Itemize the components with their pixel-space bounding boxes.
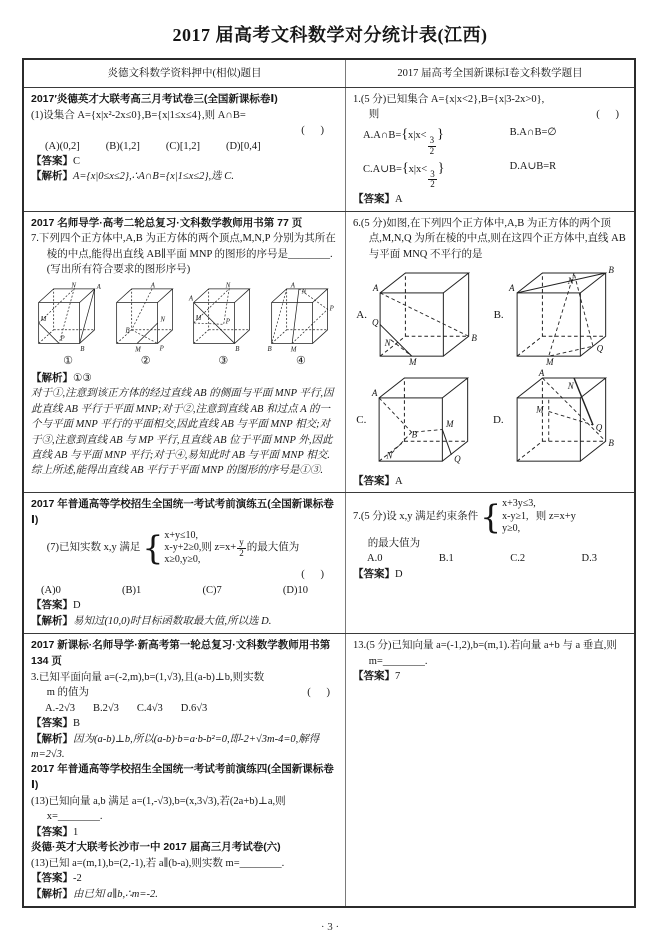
svg-text:B: B bbox=[235, 345, 240, 353]
row2-right-cell bbox=[346, 212, 634, 493]
analysis-line: 【解析】易知过(10,0)时目标函数取最大值,所以选 D. bbox=[31, 614, 272, 627]
svg-text:P: P bbox=[159, 344, 164, 352]
cube-diagram bbox=[369, 264, 487, 367]
table-row bbox=[24, 87, 634, 211]
svg-text:M: M bbox=[290, 346, 297, 353]
row3-right-cell bbox=[346, 493, 634, 633]
fraction: $\frac{y}{2}$ bbox=[239, 536, 244, 558]
options-row bbox=[363, 159, 627, 191]
comparison-table bbox=[22, 58, 636, 908]
options-row bbox=[367, 551, 597, 566]
figure-caption: D. bbox=[492, 414, 504, 427]
svg-text:A: A bbox=[538, 368, 545, 379]
svg-text:M: M bbox=[535, 404, 544, 415]
option-c: (C)7 bbox=[202, 584, 222, 596]
cube-diagram bbox=[111, 282, 181, 353]
options-row bbox=[41, 583, 308, 598]
option-d: (D)[0,4] bbox=[225, 140, 261, 152]
question-text: 6.(5 分)如图,在下列四个正方体中,A,B 为正方体的两个顶点,M,N,Q 为所在棱的中点,则在这四个正方体中,直线 AB 与平面 MNQ 不平行的是 bbox=[353, 217, 626, 260]
svg-text:N: N bbox=[386, 450, 393, 461]
option-b: (B)1 bbox=[122, 584, 142, 596]
cube-figure-b bbox=[494, 264, 624, 367]
answer-line: 【答案】A bbox=[353, 474, 403, 487]
cube-diagram bbox=[188, 282, 258, 353]
svg-text:Q: Q bbox=[371, 317, 379, 328]
svg-text:M: M bbox=[134, 346, 141, 353]
brace-glyph: { bbox=[142, 528, 164, 568]
answer-bracket: ( ) bbox=[301, 569, 324, 581]
options-row bbox=[45, 701, 338, 716]
options-row bbox=[45, 139, 338, 154]
option-c: C.4√3 bbox=[136, 702, 163, 714]
analysis-line: 【解析】由已知 a∥b,∴m=-2. bbox=[31, 887, 158, 900]
analysis-body: 对于①,注意到该正方体的经过直线 AB 的侧面与平面 MNP 平行,因此直线 AB 平行于平面 MNP;对于②,注意到直线 AB 和过点 A 的一个与平面 MNP 平行的平面相交,因此直线 AB 与平面 MNP 相交;对于③,注意到直线 AB 与 MP 平行,且直线 AB 位于平面 MNP 外,因此直线 AB 与平面 MNP 平行;对于④,易知此时 AB 与平面 MNP 相交.综上所述,能得出直线 AB 平行于平面 MNP 的图形的序号是①③. bbox=[31, 388, 334, 477]
cube-figure-1 bbox=[33, 282, 103, 369]
figure-caption: ④ bbox=[296, 354, 306, 367]
table-row bbox=[24, 211, 634, 493]
option-b: B.A∩B=∅ bbox=[509, 126, 557, 138]
figure-caption: ③ bbox=[218, 354, 229, 367]
svg-text:N: N bbox=[301, 288, 307, 296]
cube-figures-ab bbox=[353, 264, 627, 367]
svg-text:A: A bbox=[290, 282, 295, 290]
cube-figure-c bbox=[356, 369, 486, 472]
analysis-line: 【解析】A={x|0≤x≤2},∴A∩B={x|1≤x≤2},选 C. bbox=[31, 170, 234, 183]
svg-text:N: N bbox=[567, 380, 574, 391]
svg-text:N: N bbox=[226, 282, 231, 290]
option-d: D.A∪B=R bbox=[509, 160, 557, 172]
table-row bbox=[24, 633, 634, 906]
svg-text:A: A bbox=[508, 283, 515, 294]
table-row bbox=[24, 492, 634, 633]
svg-text:N: N bbox=[567, 275, 574, 286]
figure-caption: ② bbox=[140, 354, 151, 367]
answer-line: 【答案】1 bbox=[31, 825, 79, 838]
svg-text:N: N bbox=[71, 282, 76, 290]
option-a: A.A∩B={x|x< $\frac{3}{2}$ } bbox=[363, 126, 444, 156]
svg-text:M: M bbox=[409, 357, 417, 367]
option-c: C.2 bbox=[510, 553, 526, 565]
cube-figure-4 bbox=[266, 282, 336, 369]
header-left: 炎德文科数学资料押中(相似)题目 bbox=[24, 60, 346, 87]
analysis-head: 【解析】①③ bbox=[31, 371, 92, 384]
page-number: · 3 · bbox=[320, 921, 340, 933]
svg-text:B: B bbox=[412, 429, 418, 440]
option-c: C.A∪B={x|x< $\frac{3}{2}$ } bbox=[363, 160, 445, 190]
svg-text:P: P bbox=[226, 318, 231, 326]
brace-glyph: { bbox=[480, 496, 502, 536]
svg-text:Q: Q bbox=[596, 343, 603, 354]
question-text: (13)已知向量 a,b 满足 a=(1,-√3),b=(x,3√3),若(2a+b)⊥a,则 x=________. bbox=[31, 795, 286, 823]
question-tail: 的最大值为 bbox=[367, 537, 421, 549]
svg-text:B: B bbox=[267, 345, 272, 353]
option-b: B.1 bbox=[438, 553, 454, 565]
answer-bracket: ( ) bbox=[301, 125, 324, 137]
row2-left-cell bbox=[24, 212, 346, 493]
svg-text:Q: Q bbox=[454, 454, 462, 465]
row1-left-cell bbox=[24, 88, 346, 211]
cube-figure-2 bbox=[111, 282, 181, 369]
figure-caption: B. bbox=[493, 309, 504, 322]
options-row bbox=[363, 125, 627, 157]
answer-line: 【答案】A bbox=[353, 193, 403, 206]
cube-figures-cd bbox=[353, 369, 627, 472]
svg-text:M: M bbox=[545, 357, 554, 367]
cube-figure-a bbox=[356, 264, 487, 367]
svg-text:A: A bbox=[150, 282, 155, 290]
constraint-system: { x+3y≤3, x-y≥1, y≥0, bbox=[480, 496, 536, 536]
cube-figures bbox=[33, 282, 336, 369]
cube-diagram bbox=[506, 369, 624, 472]
source-title: 炎德·英才大联考长沙市一中 2017 届高三月考试卷(六) bbox=[31, 841, 281, 854]
row1-right-cell bbox=[346, 88, 634, 211]
svg-text:B: B bbox=[125, 327, 130, 335]
option-d: (D)10 bbox=[282, 584, 308, 596]
table-header-row bbox=[24, 60, 634, 87]
question-text: (1)设集合 A={x|x²-2x≤0},B={x|1≤x≤4},则 A∩B= bbox=[31, 109, 246, 121]
answer-line: 【答案】C bbox=[31, 155, 81, 168]
cube-diagram bbox=[33, 282, 103, 353]
svg-text:N: N bbox=[384, 338, 391, 349]
cube-diagram bbox=[368, 369, 486, 472]
svg-text:P: P bbox=[60, 335, 65, 343]
svg-text:A: A bbox=[189, 295, 194, 303]
svg-text:P: P bbox=[329, 305, 334, 313]
cube-diagram bbox=[506, 264, 624, 367]
question-text: 1.(5 分)已知集合 A={x|x<2},B={x|3-2x>0}, bbox=[353, 94, 545, 105]
question-text: 13.(5 分)已知向量 a=(-1,2),b=(m,1).若向量 a+b 与 a 垂直,则 m=________. bbox=[353, 640, 617, 667]
constraint-system: { x+y≤10, x-y+2≥0, x≥0,y≥0, bbox=[142, 528, 202, 568]
svg-text:M: M bbox=[40, 315, 47, 323]
question-with-system: (7)已知实数 x,y 满足 { x+y≤10, x-y+2≥0, x≥0,y≥0, 则 z=x+ $\frac{y}{2}$ 的最大值为 bbox=[46, 528, 300, 568]
answer-bracket: ( ) bbox=[596, 109, 619, 121]
source-title: 2017′炎德英才大联考高三月考试卷三(全国新课标卷Ⅰ) bbox=[31, 93, 278, 105]
source-title: 2017 年普通高等学校招生全国统一考试考前演练四(全国新课标卷Ⅰ) bbox=[31, 763, 334, 792]
source-title: 2017 新课标·名师导学·新高考第一轮总复习·文科数学教师用书第 134 页 bbox=[31, 639, 331, 668]
option-a: (A)(0,2] bbox=[45, 140, 80, 152]
answer-line: 【答案】D bbox=[353, 567, 403, 580]
source-title: 2017 年普通高等学校招生全国统一考试考前演练五(全国新课标卷Ⅰ) bbox=[31, 498, 334, 527]
answer-line: 【答案】7 bbox=[353, 670, 401, 683]
answer-bracket: ( ) bbox=[307, 687, 330, 699]
option-d: D.3 bbox=[581, 553, 597, 565]
question-tail: 则 ( ) bbox=[353, 107, 627, 122]
answer-line: 【答案】D bbox=[31, 599, 81, 612]
question-tail: m 的值为 ( ) bbox=[31, 685, 338, 700]
option-d: D.6√3 bbox=[180, 702, 208, 714]
option-b: B.2√3 bbox=[92, 702, 119, 714]
svg-text:A: A bbox=[372, 283, 379, 294]
answer-line: 【答案】B bbox=[31, 717, 81, 730]
cube-diagram bbox=[266, 282, 336, 353]
option-c: (C)[1,2] bbox=[165, 140, 200, 152]
svg-text:A: A bbox=[372, 388, 378, 399]
svg-text:N: N bbox=[159, 316, 165, 324]
svg-text:B: B bbox=[608, 437, 614, 448]
svg-text:B: B bbox=[80, 345, 85, 353]
header-right: 2017 届高考全国新课标Ⅰ卷文科数学题目 bbox=[397, 68, 583, 80]
option-b: (B)(1,2] bbox=[105, 140, 140, 152]
source-title: 2017 名师导学·高考二轮总复习·文科数学教师用书第 77 页 bbox=[31, 216, 303, 229]
figure-caption: A. bbox=[356, 309, 367, 322]
svg-text:B: B bbox=[471, 332, 477, 343]
option-a: A.-2√3 bbox=[45, 702, 75, 714]
figure-caption: C. bbox=[356, 414, 367, 427]
answer-line: 【答案】-2 bbox=[31, 872, 82, 885]
row4-right-cell bbox=[346, 634, 634, 906]
figure-caption: ① bbox=[63, 354, 73, 367]
analysis-line: 【解析】因为(a-b)⊥b,所以(a-b)·b=a·b-b²=0,即-2+√3m-4=0,解得 m=2√3. bbox=[31, 732, 320, 760]
row4-left-cell bbox=[24, 634, 346, 906]
question-text: (13)已知 a=(m,1),b=(2,-1),若 a∥(b-a),则实数 m=________. bbox=[31, 857, 285, 869]
svg-text:Q: Q bbox=[595, 422, 602, 433]
row3-left-cell bbox=[24, 493, 346, 633]
svg-text:M: M bbox=[196, 314, 202, 322]
page-title: 2017 届高考文科数学对分统计表(江西) bbox=[172, 25, 488, 45]
question-text: 3.已知平面向量 a=(-2,m),b=(1,√3),且(a-b)⊥b,则实数 bbox=[31, 671, 265, 683]
option-a: A.0 bbox=[367, 553, 383, 565]
question-with-system: 7.(5 分)设 x,y 满足约束条件 { x+3y≤3, x-y≥1, y≥0, 则 z=x+y bbox=[353, 496, 576, 536]
svg-text:M: M bbox=[446, 418, 454, 429]
cube-figure-3 bbox=[188, 282, 258, 369]
svg-text:A: A bbox=[96, 283, 101, 291]
cube-figure-d bbox=[493, 369, 624, 472]
question-text: 7.下列四个正方体中,A,B 为正方体的两个顶点,M,N,P 分别为其所在棱的中点,能得出直线 AB∥平面 MNP 的图形的序号是________.(写出所有符合要求的图形序号) bbox=[31, 233, 336, 276]
svg-text:B: B bbox=[608, 265, 614, 276]
option-a: (A)0 bbox=[41, 584, 61, 596]
